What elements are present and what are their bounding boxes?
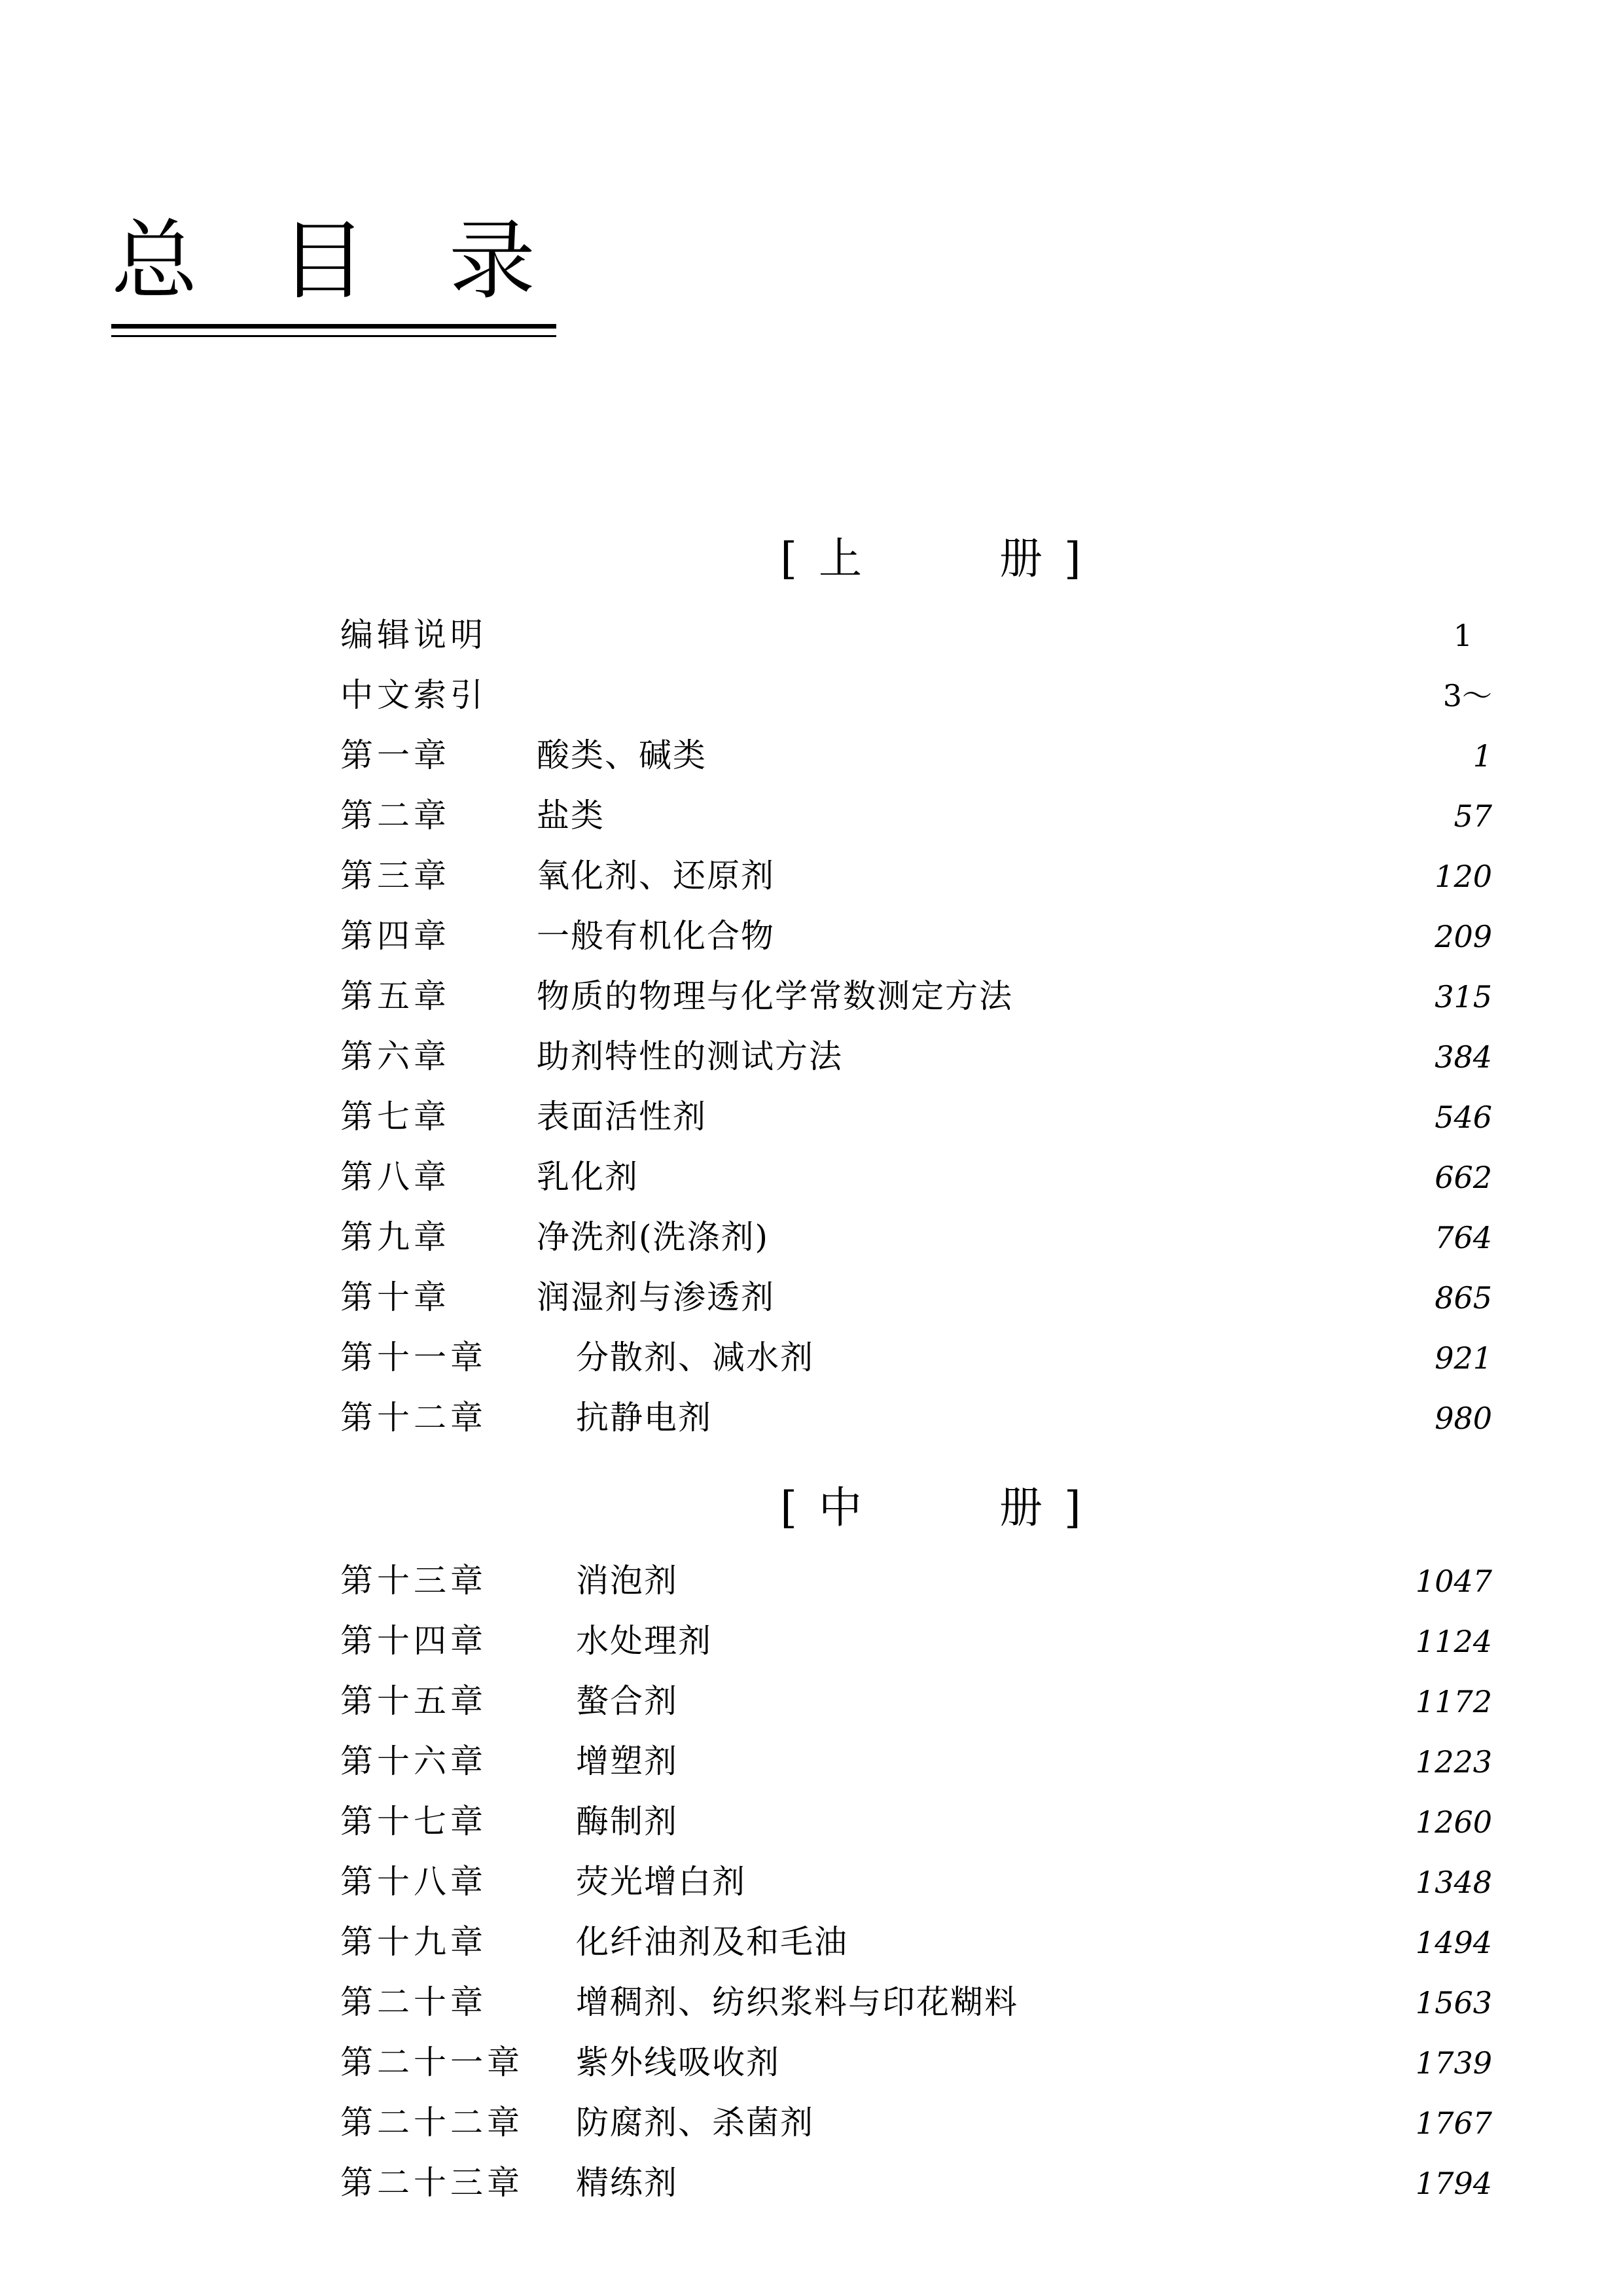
toc-chapter-label: 第十七章 bbox=[340, 1803, 487, 1840]
toc-page-number: 662 bbox=[1435, 1160, 1492, 1195]
toc-chapter-label: 第二十二章 bbox=[340, 2104, 524, 2142]
toc-chapter-label: 第七章 bbox=[340, 1098, 450, 1136]
toc-entry[interactable] bbox=[340, 1271, 1492, 1331]
toc-page-number: 1 bbox=[1472, 738, 1492, 774]
toc-entry-name: 酶制剂 bbox=[576, 1803, 678, 1840]
toc-entry-name: 表面活性剂 bbox=[537, 1098, 707, 1136]
toc-page-number: 1172 bbox=[1415, 1684, 1492, 1719]
toc-entry-name: 水处理剂 bbox=[576, 1622, 712, 1660]
toc-page-number: 1124 bbox=[1415, 1624, 1492, 1659]
toc-entry[interactable] bbox=[340, 1554, 1492, 1615]
toc-page-number: 865 bbox=[1435, 1280, 1492, 1316]
toc-page-number: 57 bbox=[1454, 798, 1492, 834]
toc-chapter-label: 中文索引 bbox=[340, 676, 487, 714]
volume-bracket-close: ] bbox=[1063, 1482, 1085, 1533]
toc-entry[interactable] bbox=[340, 1795, 1492, 1856]
title-underline bbox=[111, 324, 556, 337]
toc-page-number: 1047 bbox=[1415, 1564, 1492, 1599]
toc-page-number: 546 bbox=[1435, 1100, 1492, 1135]
toc-page-number: 764 bbox=[1435, 1220, 1492, 1255]
toc-entry[interactable] bbox=[340, 1211, 1492, 1271]
toc-entry[interactable] bbox=[340, 609, 1492, 669]
title-block bbox=[111, 211, 700, 337]
toc-page-number: 3～ bbox=[1442, 678, 1492, 713]
toc-chapter-label: 第十四章 bbox=[340, 1622, 487, 1660]
toc-entry[interactable] bbox=[340, 1916, 1492, 1976]
toc-entry-name: 增稠剂、纺织浆料与印花糊料 bbox=[576, 1983, 1018, 2021]
toc-entry-name: 精练剂 bbox=[576, 2164, 678, 2202]
toc-entry-name: 分散剂、减水剂 bbox=[576, 1338, 814, 1376]
toc-page-number: 209 bbox=[1435, 919, 1492, 954]
toc-chapter-label: 第十二章 bbox=[340, 1399, 487, 1437]
toc-entry-name: 消泡剂 bbox=[576, 1562, 678, 1600]
toc-entry[interactable] bbox=[340, 729, 1492, 789]
toc-chapter-label: 编辑说明 bbox=[340, 616, 487, 654]
toc-entry[interactable] bbox=[340, 1391, 1492, 1452]
toc-entry-name: 增塑剂 bbox=[576, 1742, 678, 1780]
toc-chapter-label: 第二十一章 bbox=[340, 2043, 524, 2081]
toc-chapter-label: 第九章 bbox=[340, 1218, 450, 1256]
toc-entry[interactable] bbox=[340, 789, 1492, 850]
toc-chapter-label: 第十五章 bbox=[340, 1682, 487, 1720]
toc-page-number: 384 bbox=[1435, 1039, 1492, 1075]
toc-chapter-label: 第六章 bbox=[340, 1037, 450, 1075]
toc-page-number: 1767 bbox=[1415, 2106, 1492, 2141]
toc-entry-name: 防腐剂、杀菌剂 bbox=[576, 2104, 814, 2142]
volume-label-2: 册 bbox=[999, 1482, 1046, 1533]
toc-entry[interactable] bbox=[340, 669, 1492, 729]
volume-label-1: 上 bbox=[819, 533, 866, 584]
toc-entry[interactable] bbox=[340, 1615, 1492, 1675]
toc-chapter-label: 第十章 bbox=[340, 1278, 450, 1316]
toc-chapter-label: 第四章 bbox=[340, 917, 450, 955]
toc-page-number: 1494 bbox=[1415, 1925, 1492, 1960]
toc-entry[interactable] bbox=[340, 1331, 1492, 1391]
toc-entry[interactable] bbox=[340, 2157, 1492, 2217]
toc-entry[interactable] bbox=[340, 1030, 1492, 1090]
volume-label-2: 册 bbox=[999, 533, 1046, 584]
toc-entry-name: 氧化剂、还原剂 bbox=[537, 857, 775, 895]
toc-chapter-label: 第十九章 bbox=[340, 1923, 487, 1961]
toc-entry-name: 助剂特性的测试方法 bbox=[537, 1037, 843, 1075]
toc-entry[interactable] bbox=[340, 1675, 1492, 1735]
toc-chapter-label: 第十三章 bbox=[340, 1562, 487, 1600]
toc-page-number: 1 bbox=[1453, 618, 1472, 653]
toc-entry[interactable] bbox=[340, 1735, 1492, 1795]
toc-page-number: 1739 bbox=[1415, 2045, 1492, 2081]
toc-entry-name: 润湿剂与渗透剂 bbox=[537, 1278, 775, 1316]
toc-page-number: 1260 bbox=[1415, 1804, 1492, 1840]
toc-entry[interactable] bbox=[340, 1856, 1492, 1916]
toc-page-number: 1563 bbox=[1415, 1985, 1492, 2020]
volume-label-1: 中 bbox=[819, 1482, 866, 1533]
toc-entry[interactable] bbox=[340, 2096, 1492, 2157]
toc-page-number: 120 bbox=[1435, 859, 1492, 894]
toc-page-number: 921 bbox=[1435, 1340, 1492, 1376]
toc-chapter-label: 第十八章 bbox=[340, 1863, 487, 1901]
volume-bracket-close: ] bbox=[1063, 533, 1085, 584]
page-title: 总 目 录 bbox=[111, 211, 563, 312]
toc-entry-name: 化纤油剂及和毛油 bbox=[576, 1923, 848, 1961]
toc-entry[interactable] bbox=[340, 970, 1492, 1030]
toc-page-number: 980 bbox=[1435, 1401, 1492, 1436]
toc-entry[interactable] bbox=[340, 2036, 1492, 2096]
toc-list-upper bbox=[340, 609, 1492, 1452]
volume-bracket-open: [ bbox=[780, 1482, 802, 1533]
toc-chapter-label: 第十一章 bbox=[340, 1338, 487, 1376]
toc-chapter-label: 第五章 bbox=[340, 977, 450, 1015]
toc-page-number: 1223 bbox=[1415, 1744, 1492, 1780]
toc-entry-name: 螯合剂 bbox=[576, 1682, 678, 1720]
toc-page-number: 1794 bbox=[1415, 2166, 1492, 2201]
toc-entry-name: 乳化剂 bbox=[537, 1158, 639, 1196]
toc-entry-name: 酸类、碱类 bbox=[537, 736, 707, 774]
toc-entry-name: 紫外线吸收剂 bbox=[576, 2043, 780, 2081]
toc-entry[interactable] bbox=[340, 1976, 1492, 2036]
toc-list-middle bbox=[340, 1554, 1492, 2217]
toc-entry-name: 净洗剂(洗涤剂) bbox=[537, 1218, 770, 1256]
toc-entry-name: 物质的物理与化学常数测定方法 bbox=[537, 977, 1013, 1015]
toc-entry-name: 盐类 bbox=[537, 797, 605, 834]
toc-entry[interactable] bbox=[340, 1151, 1492, 1211]
toc-entry-name: 一般有机化合物 bbox=[537, 917, 775, 955]
toc-chapter-label: 第一章 bbox=[340, 736, 450, 774]
toc-entry-name: 荧光增白剂 bbox=[576, 1863, 746, 1901]
toc-entry-name: 抗静电剂 bbox=[576, 1399, 712, 1437]
toc-chapter-label: 第二十三章 bbox=[340, 2164, 524, 2202]
toc-entry[interactable] bbox=[340, 850, 1492, 910]
toc-chapter-label: 第二十章 bbox=[340, 1983, 487, 2021]
toc-entry[interactable] bbox=[340, 910, 1492, 970]
toc-chapter-label: 第十六章 bbox=[340, 1742, 487, 1780]
toc-chapter-label: 第八章 bbox=[340, 1158, 450, 1196]
toc-chapter-label: 第三章 bbox=[340, 857, 450, 895]
volume-heading-upper bbox=[0, 524, 1623, 586]
toc-page-number: 315 bbox=[1435, 979, 1492, 1014]
toc-entry[interactable] bbox=[340, 1090, 1492, 1151]
toc-chapter-label: 第二章 bbox=[340, 797, 450, 834]
volume-bracket-open: [ bbox=[780, 533, 802, 584]
volume-heading-middle bbox=[0, 1473, 1623, 1535]
toc-page-number: 1348 bbox=[1415, 1865, 1492, 1900]
